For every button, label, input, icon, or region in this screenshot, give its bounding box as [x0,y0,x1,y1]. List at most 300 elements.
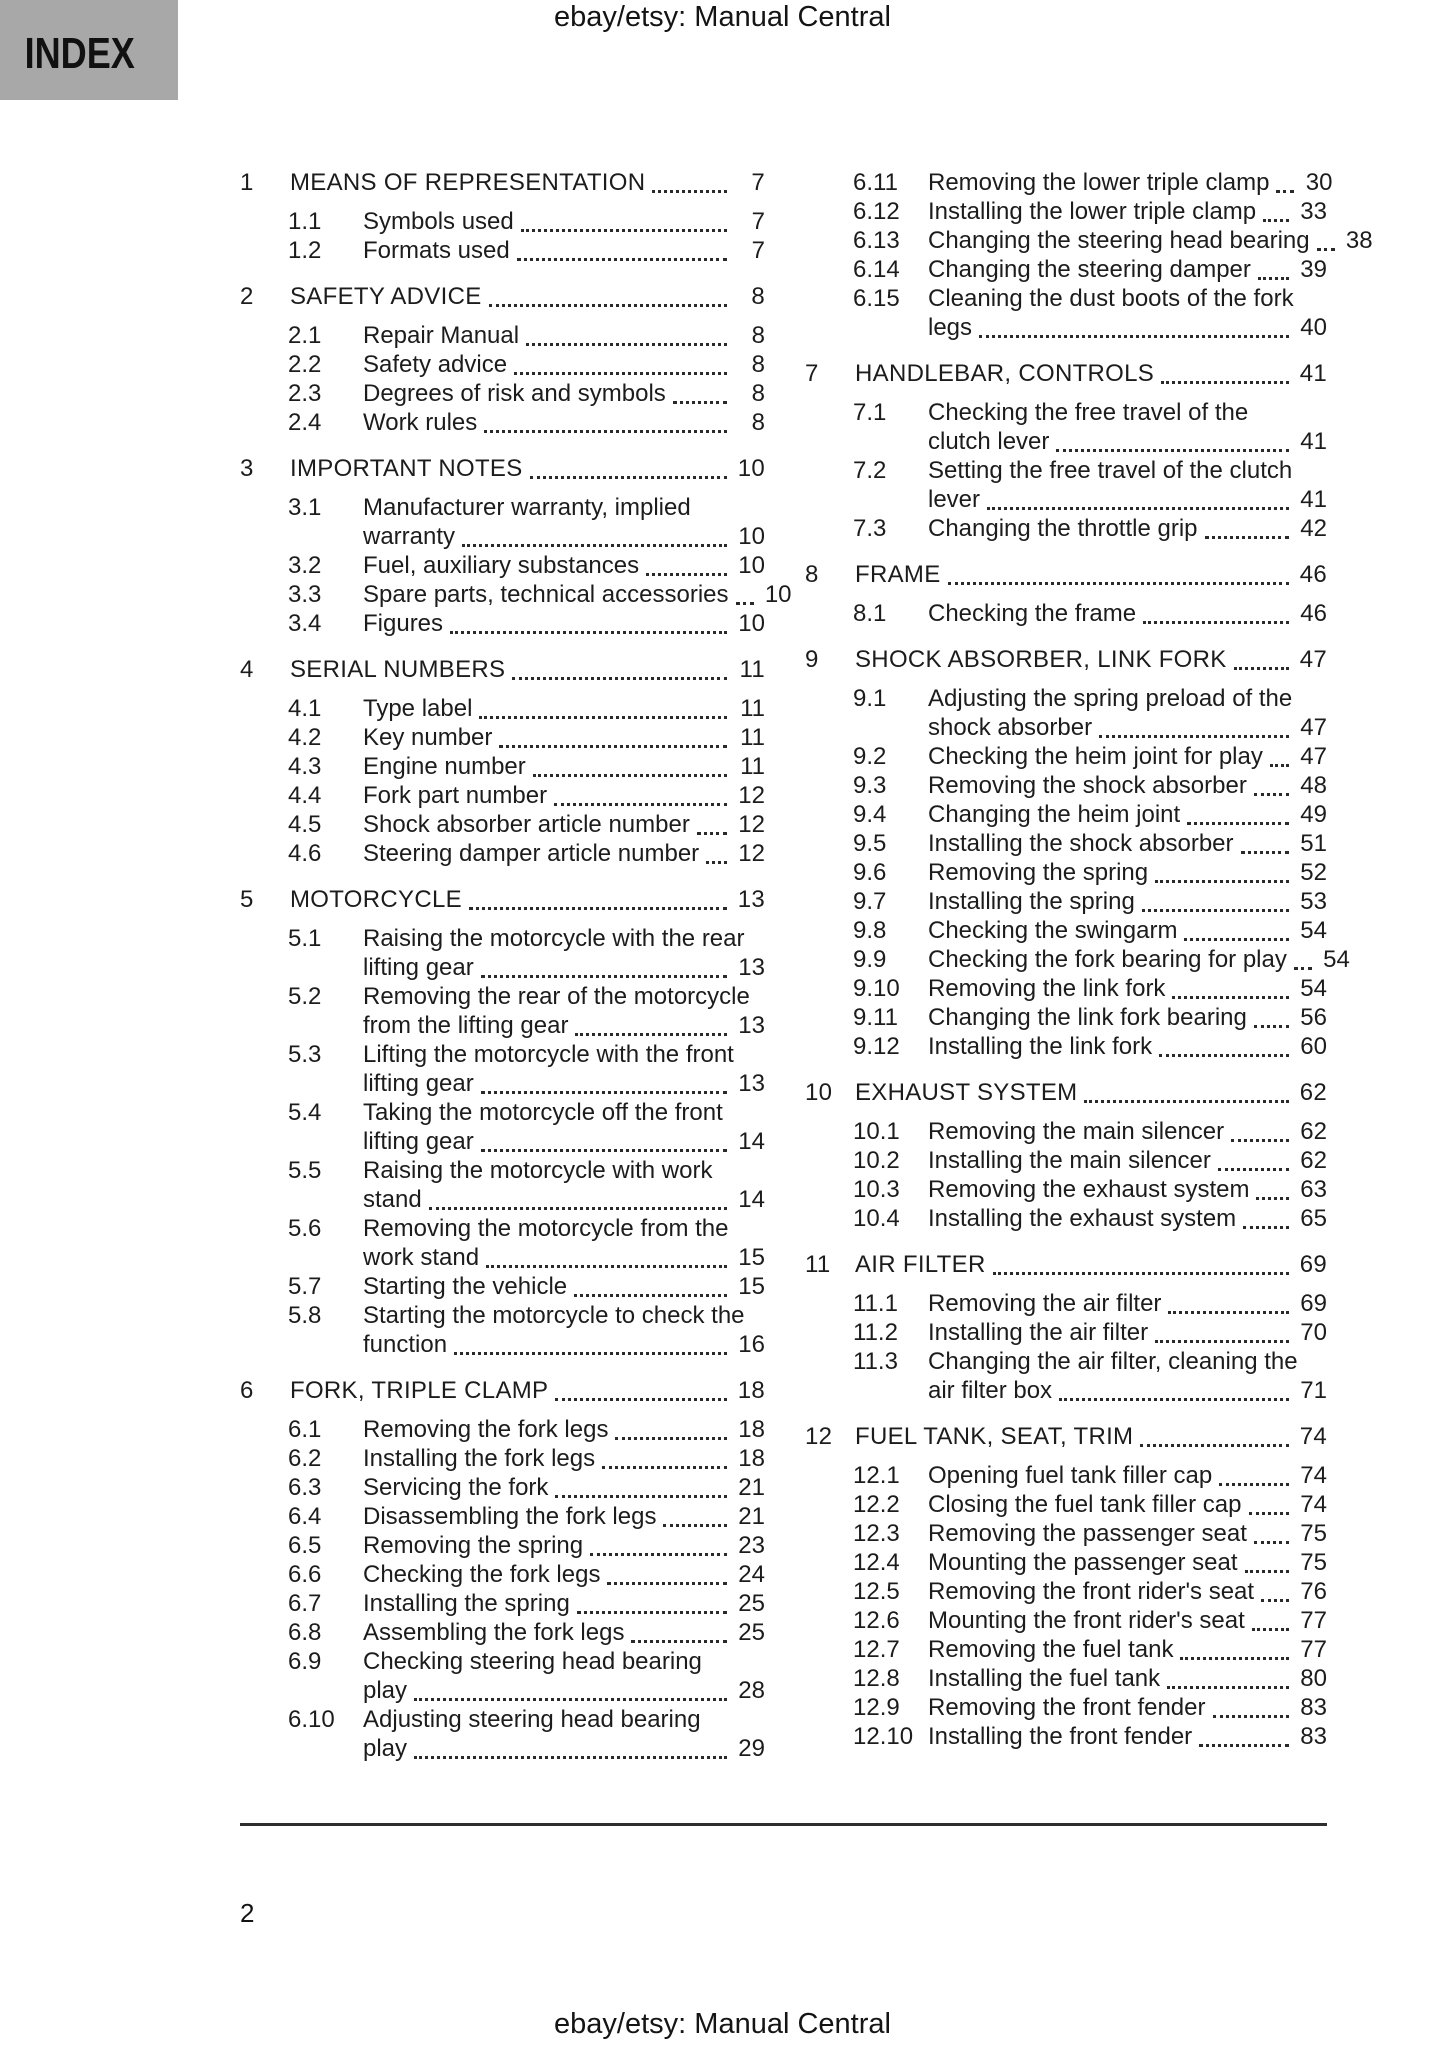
dot-leader [454,1352,727,1355]
dot-leader [577,1611,727,1614]
toc-entry-title: Fuel, auxiliary substances [363,552,640,579]
toc-entry-page-number: 7 [751,208,765,235]
toc-entry-page-number: 47 [1300,714,1327,741]
toc-entry-page-number: 30 [1305,169,1333,196]
toc-entry-page-number: 65 [1300,1205,1327,1232]
toc-entry-title: Changing the link fork bearing [928,1004,1247,1031]
dot-leader [948,582,1290,585]
toc-entry-title: Steering damper article number [363,840,700,867]
toc-entry-page-number: 18 [737,1377,765,1404]
toc-entry-page-number: 47 [1300,743,1327,770]
toc-entry-title: function [363,1331,448,1358]
toc-section-entry [853,1146,1327,1175]
toc-section-entry [853,255,1327,284]
toc-entry-page-number: 14 [738,1186,765,1213]
toc-entry-title: Manufacturer warranty, implied [363,494,691,521]
table-of-contents [240,168,1373,1763]
toc-entry-title: SAFETY ADVICE [290,283,482,310]
toc-entry-page-number: 14 [738,1128,765,1155]
toc-entry-title: Spare parts, technical accessories [363,581,729,608]
toc-section-entry [288,1589,765,1618]
toc-entry-page-number: 15 [738,1244,765,1271]
toc-entry-number: 5.7 [288,1273,322,1300]
toc-entry-number: 11 [805,1251,831,1278]
toc-section-entry [853,1289,1327,1318]
dot-leader [1263,219,1289,222]
toc-entry-number: 12.8 [853,1665,900,1692]
toc-section-entry [288,321,765,350]
toc-entry-number: 6.14 [853,256,900,283]
toc-entry-number: 5.2 [288,983,322,1010]
toc-entry-page-number: 7 [751,237,765,264]
toc-entry-body [928,945,1350,974]
toc-entry-body [363,321,765,350]
toc-entry-body [290,454,765,483]
toc-section-entry [288,1272,765,1301]
toc-entry-body [928,514,1327,543]
toc-entry-number: 5.8 [288,1302,322,1329]
toc-section-entry [288,236,765,265]
dot-leader [697,832,727,835]
toc-entry-title: Removing the front rider's seat [928,1578,1255,1605]
toc-entry-body [928,284,1327,342]
toc-entry-title: Work rules [363,409,478,436]
toc-entry-body [363,723,765,752]
dot-leader [1241,851,1289,854]
dot-leader [1161,381,1289,384]
toc-entry-number: 1.2 [288,237,322,264]
toc-entry-page-number: 54 [1323,946,1350,973]
toc-entry-number: 9.3 [853,772,887,799]
toc-entry-page-number: 76 [1300,1578,1327,1605]
toc-entry-number: 6.13 [853,227,900,254]
toc-entry-number: 9.1 [853,685,887,712]
toc-entry-page-number: 62 [1300,1147,1327,1174]
dot-leader [469,907,727,910]
toc-entry-body [928,887,1327,916]
toc-entry-number: 6.8 [288,1619,322,1646]
toc-entry-title: Mounting the passenger seat [928,1549,1238,1576]
toc-entry-body [928,1722,1327,1751]
toc-section-entry [288,1156,765,1214]
toc-entry-number: 6.15 [853,285,900,312]
toc-entry-title: Key number [363,724,493,751]
toc-entry-title: play [363,1735,408,1762]
toc-entry-page-number: 12 [738,840,765,867]
toc-entry-number: 5 [240,886,254,913]
toc-entry-title: from the lifting gear [363,1012,569,1039]
toc-entry-title: clutch lever [928,428,1050,455]
toc-entry-title: Starting the motorcycle to check the [363,1302,745,1329]
header-title: ebay/etsy: Manual Central [554,1,891,33]
toc-entry-title: Changing the heim joint [928,801,1181,828]
toc-section-entry [853,684,1327,742]
toc-entry-title: Formats used [363,237,510,264]
toc-entry-body [363,1560,765,1589]
toc-entry-title: MOTORCYCLE [290,886,462,913]
toc-entry-page-number: 46 [1299,561,1327,588]
dot-leader [1099,735,1289,738]
toc-entry-page-number: 53 [1300,888,1327,915]
toc-entry-body [928,829,1327,858]
toc-entry-body [363,1156,765,1214]
toc-entry-title: stand [363,1186,422,1213]
toc-entry-page-number: 83 [1300,1723,1327,1750]
toc-entry-body [928,916,1327,945]
toc-entry-body [290,885,765,914]
toc-section-entry [853,945,1350,974]
toc-entry-title: Removing the spring [363,1532,584,1559]
toc-entry-body [363,580,792,609]
toc-section-entry [288,1098,765,1156]
toc-entry-body [290,168,765,197]
toc-entry-page-number: 69 [1299,1251,1327,1278]
toc-section-entry [853,197,1327,226]
toc-entry-body [363,1531,765,1560]
toc-entry-page-number: 10 [738,523,765,550]
toc-section-entry [853,1175,1327,1204]
toc-entry-number: 10 [805,1079,833,1106]
dot-leader [486,1265,727,1268]
toc-entry-number: 12.9 [853,1694,900,1721]
toc-entry-body [928,1204,1327,1233]
toc-entry-title: Installing the shock absorber [928,830,1234,857]
toc-entry-title: Symbols used [363,208,514,235]
toc-entry-body [855,359,1327,388]
toc-entry-number: 6.7 [288,1590,322,1617]
toc-entry-body [290,282,765,311]
toc-entry-page-number: 33 [1300,198,1327,225]
dot-leader [1184,938,1289,941]
toc-entry-page-number: 18 [738,1416,765,1443]
dot-leader [1317,248,1335,251]
toc-entry-body [928,456,1327,514]
toc-chapter-entry [240,885,765,914]
toc-entry-page-number: 24 [738,1561,765,1588]
toc-entry-number: 6.9 [288,1648,322,1675]
toc-section-entry [853,1693,1327,1722]
toc-entry-title: Checking the fork bearing for play [928,946,1287,973]
toc-entry-number: 9.5 [853,830,887,857]
toc-entry-number: 12.6 [853,1607,900,1634]
toc-entry-title: Installing the main silencer [928,1147,1211,1174]
toc-chapter-entry [805,1078,1327,1107]
toc-entry-title: Taking the motorcycle off the front [363,1099,723,1126]
toc-entry-body [363,408,765,437]
toc-entry-number: 9.2 [853,743,887,770]
toc-column-right [805,168,1373,1763]
toc-entry-number: 9.7 [853,888,887,915]
toc-chapter-entry [805,359,1327,388]
dot-leader [533,774,727,777]
dot-leader [1143,621,1289,624]
toc-entry-number: 2.1 [288,322,322,349]
toc-entry-body [363,551,765,580]
toc-entry-body [928,1577,1327,1606]
toc-entry-number: 10.3 [853,1176,900,1203]
toc-entry-body [363,1040,765,1098]
toc-section-entry [853,1347,1327,1405]
toc-section-entry [288,810,765,839]
toc-section-entry [288,207,765,236]
dot-leader [481,1149,727,1152]
toc-entry-number: 6.4 [288,1503,322,1530]
toc-section-entry [853,1032,1327,1061]
toc-entry-title: Removing the fork legs [363,1416,609,1443]
toc-entry-body [928,255,1327,284]
toc-entry-page-number: 28 [738,1677,765,1704]
toc-section-entry [853,742,1327,771]
dot-leader [1205,536,1289,539]
toc-entry-body [363,924,765,982]
toc-section-entry [288,839,765,868]
toc-entry-number: 12.3 [853,1520,900,1547]
toc-entry-page-number: 13 [738,1012,765,1039]
toc-entry-title: Removing the rear of the motorcycle [363,983,750,1010]
dot-leader [414,1698,727,1701]
toc-section-entry [288,493,765,551]
toc-entry-page-number: 10 [738,610,765,637]
toc-entry-title: Installing the spring [928,888,1135,915]
toc-section-entry [853,1117,1327,1146]
toc-entry-number: 4.4 [288,782,322,809]
toc-entry-number: 1.1 [288,208,322,235]
toc-section-entry [853,226,1373,255]
toc-entry-number: 4.1 [288,695,322,722]
dot-leader [512,677,727,680]
toc-entry-title: Removing the passenger seat [928,1520,1247,1547]
toc-entry-body [928,1519,1327,1548]
dot-leader [1254,1541,1289,1544]
toc-entry-body [928,1548,1327,1577]
toc-entry-body [290,1376,765,1405]
toc-entry-title: Checking the fork legs [363,1561,601,1588]
toc-section-entry [288,924,765,982]
toc-entry-page-number: 48 [1300,772,1327,799]
toc-section-entry [853,1664,1327,1693]
toc-entry-page-number: 77 [1300,1636,1327,1663]
toc-entry-body [363,694,765,723]
dot-leader [1140,1444,1289,1447]
dot-leader [1234,667,1289,670]
toc-entry-body [363,1098,765,1156]
toc-entry-body [363,207,765,236]
dot-leader [1213,1715,1290,1718]
toc-entry-page-number: 8 [751,380,765,407]
toc-entry-page-number: 29 [738,1735,765,1762]
toc-entry-page-number: 7 [751,169,765,196]
toc-entry-body [363,982,765,1040]
toc-section-entry [288,1531,765,1560]
toc-entry-page-number: 11 [740,753,765,780]
dot-leader [484,430,727,433]
toc-section-entry [853,514,1327,543]
toc-entry-page-number: 10 [764,581,792,608]
toc-entry-page-number: 46 [1300,600,1327,627]
toc-entry-body [928,800,1327,829]
dot-leader [1249,1512,1290,1515]
toc-entry-number: 6.5 [288,1532,322,1559]
toc-entry-title: lifting gear [363,1070,474,1097]
toc-entry-title: Checking the heim joint for play [928,743,1263,770]
toc-entry-title: Changing the steering damper [928,256,1251,283]
toc-entry-title: Installing the front fender [928,1723,1193,1750]
toc-entry-body [928,1146,1327,1175]
dot-leader [1172,996,1289,999]
toc-entry-page-number: 15 [738,1273,765,1300]
dot-leader [646,573,727,576]
toc-entry-title: Degrees of risk and symbols [363,380,666,407]
toc-section-entry [288,1618,765,1647]
dot-leader [1245,1570,1289,1573]
dot-leader [706,861,727,864]
toc-entry-body [363,1301,765,1359]
dot-leader [993,1272,1289,1275]
toc-entry-body [855,1422,1327,1451]
toc-entry-body [928,398,1327,456]
toc-section-entry [288,1647,765,1705]
toc-entry-body [928,1693,1327,1722]
toc-entry-page-number: 83 [1300,1694,1327,1721]
toc-entry-body [855,645,1327,674]
toc-entry-number: 12.1 [853,1462,900,1489]
toc-entry-page-number: 21 [738,1503,765,1530]
toc-entry-title: HANDLEBAR, CONTROLS [855,360,1155,387]
toc-entry-title: Removing the fuel tank [928,1636,1174,1663]
toc-section-entry [288,1301,765,1359]
dot-leader [1270,764,1289,767]
toc-entry-number: 2 [240,283,254,310]
dot-leader [481,1091,727,1094]
toc-entry-body [363,1589,765,1618]
toc-entry-body [928,599,1327,628]
toc-entry-body [928,1318,1327,1347]
dot-leader [1180,1657,1289,1660]
toc-chapter-entry [240,168,765,197]
toc-entry-body [928,742,1327,771]
toc-entry-title: Raising the motorcycle with the rear [363,925,745,952]
toc-entry-number: 7 [805,360,819,387]
dot-leader [979,335,1289,338]
toc-entry-number: 12.5 [853,1578,900,1605]
toc-entry-title: Lifting the motorcycle with the front [363,1041,734,1068]
toc-entry-number: 9 [805,646,819,673]
toc-entry-title: FUEL TANK, SEAT, TRIM [855,1423,1134,1450]
dot-leader [1231,1139,1289,1142]
dot-leader [499,745,727,748]
toc-entry-body [363,1473,765,1502]
dot-leader [1219,1483,1289,1486]
toc-section-entry [853,398,1327,456]
dot-leader [1294,967,1312,970]
dot-leader [462,544,727,547]
toc-entry-title: Checking the frame [928,600,1137,627]
toc-entry-body [928,1347,1327,1405]
dot-leader [574,1294,727,1297]
toc-entry-body [363,1415,765,1444]
toc-entry-page-number: 62 [1299,1079,1327,1106]
dot-leader [1142,909,1289,912]
toc-entry-number: 5.3 [288,1041,322,1068]
toc-entry-title: Changing the throttle grip [928,515,1198,542]
toc-section-entry [288,1560,765,1589]
toc-section-entry [288,752,765,781]
toc-entry-number: 7.2 [853,457,887,484]
toc-entry-body [855,1078,1327,1107]
toc-entry-title: SHOCK ABSORBER, LINK FORK [855,646,1227,673]
toc-entry-title: work stand [363,1244,480,1271]
toc-entry-body [363,1705,765,1763]
toc-section-entry [288,1040,765,1098]
toc-entry-number: 3 [240,455,254,482]
toc-entry-page-number: 63 [1300,1176,1327,1203]
toc-entry-number: 9.6 [853,859,887,886]
toc-entry-page-number: 70 [1300,1319,1327,1346]
toc-entry-body [928,197,1327,226]
toc-entry-title: Removing the link fork [928,975,1166,1002]
toc-section-entry [853,1204,1327,1233]
dot-leader [590,1553,727,1556]
toc-entry-title: Removing the motorcycle from the [363,1215,729,1242]
toc-entry-body [363,350,765,379]
toc-section-entry [853,1519,1327,1548]
dot-leader [514,372,727,375]
toc-entry-body [928,168,1333,197]
toc-section-entry [853,800,1327,829]
toc-entry-title: lever [928,486,981,513]
toc-entry-title: Installing the spring [363,1590,570,1617]
toc-entry-body [363,781,765,810]
toc-entry-title: Safety advice [363,351,508,378]
toc-chapter-entry [240,282,765,311]
toc-section-entry [853,974,1327,1003]
toc-entry-number: 2.3 [288,380,322,407]
toc-entry-title: play [363,1677,408,1704]
toc-entry-page-number: 51 [1300,830,1327,857]
toc-entry-number: 8 [805,561,819,588]
dot-leader [602,1466,727,1469]
toc-entry-body [363,1444,765,1473]
toc-entry-page-number: 74 [1299,1423,1327,1450]
toc-section-entry [288,350,765,379]
toc-entry-title: FORK, TRIPLE CLAMP [290,1377,549,1404]
toc-section-entry [853,284,1327,342]
toc-entry-page-number: 13 [738,954,765,981]
toc-entry-number: 7.1 [853,399,887,426]
toc-section-entry [853,1722,1327,1751]
toc-entry-title: Removing the spring [928,859,1149,886]
toc-entry-title: Closing the fuel tank filler cap [928,1491,1242,1518]
toc-entry-title: EXHAUST SYSTEM [855,1079,1078,1106]
toc-section-entry [853,858,1327,887]
toc-chapter-entry [805,1250,1327,1279]
toc-section-entry [853,1577,1327,1606]
dot-leader [652,190,727,193]
toc-entry-number: 5.6 [288,1215,322,1242]
dot-leader [575,1033,727,1036]
dot-leader [521,229,727,232]
toc-section-entry [288,694,765,723]
toc-entry-number: 2.2 [288,351,322,378]
toc-entry-number: 7.3 [853,515,887,542]
toc-section-entry [288,379,765,408]
toc-entry-body [928,771,1327,800]
toc-entry-body [928,1003,1327,1032]
toc-entry-title: Shock absorber article number [363,811,690,838]
toc-entry-title: Adjusting the spring preload of the [928,685,1293,712]
toc-entry-number: 6.10 [288,1706,335,1733]
toc-section-entry [288,609,765,638]
